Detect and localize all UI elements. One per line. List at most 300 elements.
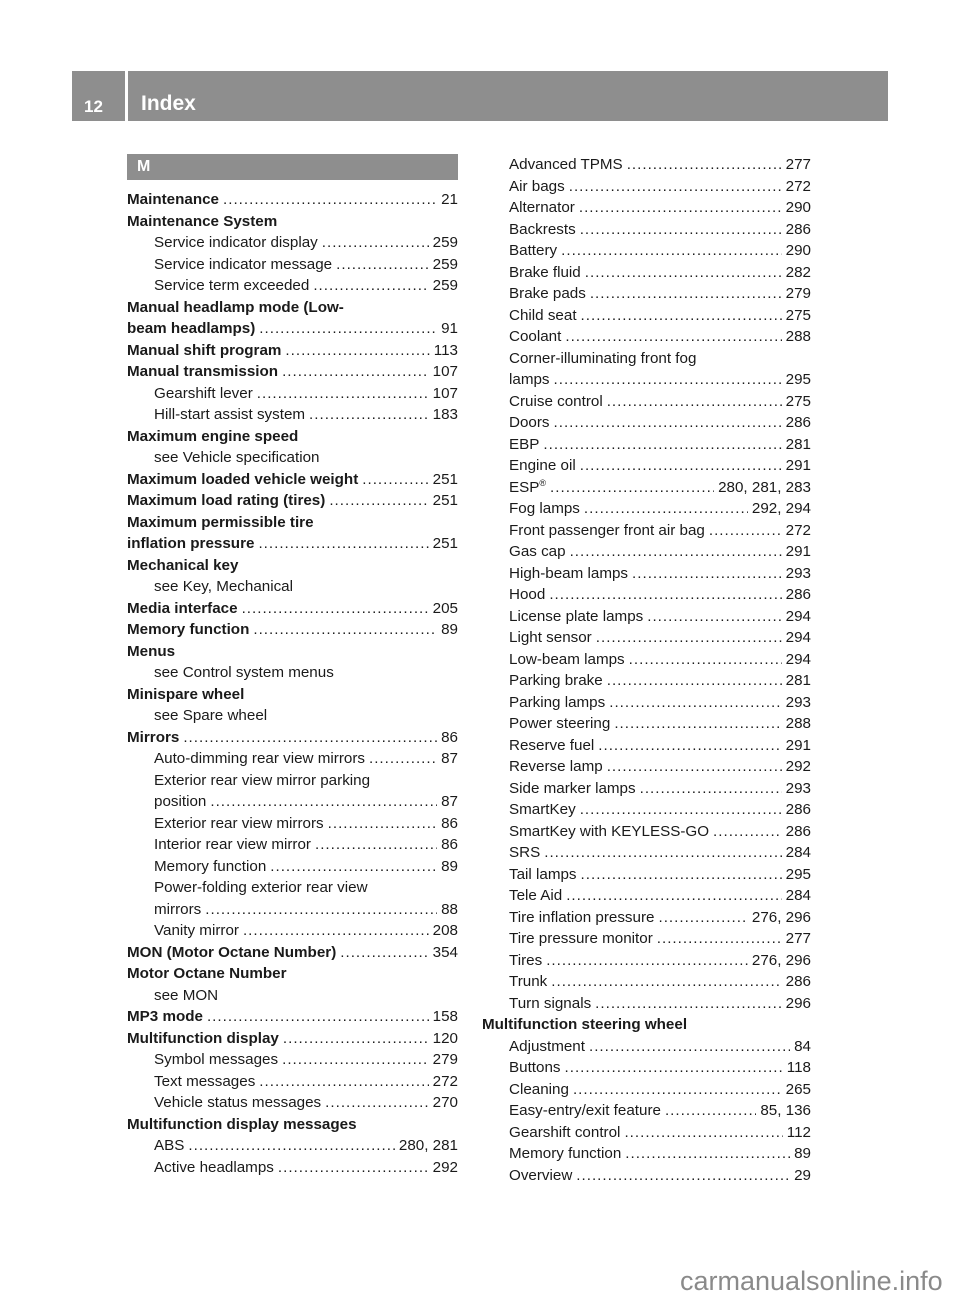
index-subentry xyxy=(482,1122,811,1144)
dot-leader xyxy=(325,1092,429,1114)
index-subentry xyxy=(482,606,811,628)
entry-label: Tire inflation pressure xyxy=(509,908,655,926)
page-reference: 286 xyxy=(785,414,811,431)
index-entry xyxy=(127,512,458,534)
dot-leader xyxy=(713,821,782,843)
index-column-right xyxy=(482,154,811,1186)
entry-label: Advanced TPMS xyxy=(509,156,623,173)
index-subentry xyxy=(482,391,811,413)
index-subentry xyxy=(482,1143,811,1165)
dot-leader xyxy=(550,477,714,499)
index-entry xyxy=(127,727,458,749)
entry-label: Service indicator message xyxy=(154,255,333,273)
entry-label: Fog lamps xyxy=(509,500,580,517)
page-reference: 270 xyxy=(432,1094,458,1111)
page-reference: 286 xyxy=(785,220,811,238)
entry-label: see Vehicle specification xyxy=(154,449,320,466)
page-reference: 89 xyxy=(441,621,458,638)
page-reference: 290 xyxy=(785,242,811,259)
entry-label: Media interface xyxy=(127,599,238,617)
entry-label: Vanity mirror xyxy=(154,922,239,939)
index-subentry xyxy=(127,770,458,792)
index-subentry xyxy=(127,748,458,770)
dot-leader xyxy=(283,1028,429,1050)
index-subentry xyxy=(482,1079,811,1101)
page-reference: 183 xyxy=(432,406,458,423)
entry-label: Tele Aid xyxy=(509,887,563,904)
page-reference: 208 xyxy=(432,922,458,939)
entry-label: Hood xyxy=(509,586,546,603)
page-reference: 276, 296 xyxy=(751,908,811,926)
page-reference: 29 xyxy=(794,1166,811,1184)
index-entry xyxy=(127,641,458,663)
dot-leader xyxy=(554,369,782,391)
dot-leader xyxy=(596,627,782,649)
dot-leader xyxy=(647,606,781,628)
entry-label: Active headlamps xyxy=(154,1158,274,1176)
index-subentry xyxy=(482,907,811,929)
entry-label: Front passenger front air bag xyxy=(509,521,705,539)
dot-leader xyxy=(309,404,429,426)
page-reference: 113 xyxy=(433,341,458,359)
entry-label: Tires xyxy=(509,951,543,969)
dot-leader xyxy=(551,971,781,993)
entry-label: Memory function xyxy=(509,1145,622,1162)
index-subentry xyxy=(127,877,458,899)
entry-label: Memory function xyxy=(154,857,267,875)
index-subentry xyxy=(482,176,811,198)
page-reference: 112 xyxy=(786,1123,811,1141)
page-reference: 292 xyxy=(785,758,811,775)
index-column-left xyxy=(127,154,458,1178)
dot-leader xyxy=(566,885,781,907)
index-subentry xyxy=(127,383,458,405)
index-entry xyxy=(127,619,458,641)
index-entry xyxy=(127,963,458,985)
page-reference: 85, 136 xyxy=(760,1102,811,1119)
entry-label: ESP® xyxy=(509,477,547,496)
entry-label: Multifunction display xyxy=(127,1029,279,1047)
entry-label: Trunk xyxy=(509,973,548,990)
page-reference: 279 xyxy=(432,1051,458,1068)
page-reference: 276, 296 xyxy=(751,951,811,969)
dot-leader xyxy=(657,928,782,950)
entry-label: Minispare wheel xyxy=(127,685,245,703)
dot-leader xyxy=(259,1071,428,1093)
page-reference: 286 xyxy=(785,801,811,818)
dot-leader xyxy=(595,993,781,1015)
index-subentry xyxy=(127,1157,458,1179)
index-subentry xyxy=(127,232,458,254)
index-subentry xyxy=(482,283,811,305)
page-reference: 354 xyxy=(432,943,458,961)
page-reference: 277 xyxy=(785,156,811,173)
dot-leader xyxy=(709,520,782,542)
page-reference: 89 xyxy=(794,1145,811,1162)
page-title: Index xyxy=(128,71,888,121)
index-subentry xyxy=(482,240,811,262)
entry-label: Symbol messages xyxy=(154,1051,279,1068)
index-entries-left xyxy=(127,189,458,1178)
entry-label: Maximum load rating (tires) xyxy=(127,492,326,509)
index-subentry xyxy=(482,627,811,649)
page-reference: 286 xyxy=(785,586,811,603)
index-entry xyxy=(127,469,458,491)
index-subentry xyxy=(127,662,458,684)
page-reference: 294 xyxy=(785,650,811,668)
dot-leader xyxy=(243,920,429,942)
page-reference: 91 xyxy=(441,320,458,337)
entry-label: Service term exceeded xyxy=(154,277,310,294)
entry-label: Engine oil xyxy=(509,457,576,474)
index-entry xyxy=(127,598,458,620)
index-subentry xyxy=(482,756,811,778)
entry-label: Buttons xyxy=(509,1059,561,1076)
watermark: carmanualsonline.info xyxy=(680,1266,943,1296)
page-reference: 288 xyxy=(785,328,811,345)
entry-label: Reverse lamp xyxy=(509,758,603,775)
entry-label: Manual transmission xyxy=(127,363,279,380)
entry-label: Maximum loaded vehicle weight xyxy=(127,470,359,488)
dot-leader xyxy=(242,598,429,620)
dot-leader xyxy=(579,197,782,219)
page-reference: 272 xyxy=(785,521,811,539)
entry-label: see Key, Mechanical xyxy=(154,578,294,595)
index-entry xyxy=(127,942,458,964)
dot-leader xyxy=(590,283,782,305)
page-reference: 296 xyxy=(785,994,811,1012)
dot-leader xyxy=(257,383,429,405)
page-reference: 86 xyxy=(441,836,458,853)
page-reference: 205 xyxy=(432,599,458,617)
entry-label: Turn signals xyxy=(509,994,592,1012)
entry-label: lamps xyxy=(509,371,550,388)
index-subentry xyxy=(482,649,811,671)
index-subentry xyxy=(482,971,811,993)
index-subentry xyxy=(482,348,811,370)
page-reference: 295 xyxy=(785,865,811,883)
entry-label: SmartKey with KEYLESS-GO xyxy=(509,822,710,840)
page-reference: 293 xyxy=(785,693,811,711)
entry-label: Corner-illuminating front fog xyxy=(509,349,697,367)
index-entry xyxy=(127,1006,458,1028)
page-reference: 291 xyxy=(785,457,811,474)
page-reference: 286 xyxy=(785,822,811,840)
index-subentry xyxy=(482,219,811,241)
dot-leader xyxy=(565,1057,783,1079)
entry-label: Side marker lamps xyxy=(509,779,636,797)
index-subentry xyxy=(482,584,811,606)
index-subentry xyxy=(482,670,811,692)
dot-leader xyxy=(369,748,437,770)
index-entry xyxy=(127,211,458,233)
index-subentry xyxy=(127,920,458,942)
dot-leader xyxy=(627,154,782,176)
entry-label: Reserve fuel xyxy=(509,736,595,754)
entry-label: Cleaning xyxy=(509,1080,569,1098)
page-reference: 84 xyxy=(794,1037,811,1055)
dot-leader xyxy=(584,498,748,520)
page-reference: 251 xyxy=(432,492,458,509)
entry-label: Overview xyxy=(509,1166,573,1184)
index-subentry xyxy=(127,1135,458,1157)
index-subentry xyxy=(127,254,458,276)
dot-leader xyxy=(543,434,781,456)
index-subentry xyxy=(482,950,811,972)
dot-leader xyxy=(589,1036,790,1058)
index-subentry xyxy=(482,993,811,1015)
index-subentry xyxy=(482,928,811,950)
index-subentry xyxy=(482,326,811,348)
dot-leader xyxy=(282,361,429,383)
page-reference: 275 xyxy=(785,306,811,324)
index-subentry xyxy=(482,477,811,499)
page-reference: 290 xyxy=(785,199,811,216)
page-reference: 251 xyxy=(432,535,458,552)
dot-leader xyxy=(340,942,428,964)
index-entry xyxy=(127,1114,458,1136)
dot-leader xyxy=(580,799,782,821)
page-reference: 291 xyxy=(785,543,811,560)
entry-label: Doors xyxy=(509,414,550,431)
page-reference: 291 xyxy=(785,736,811,754)
index-subentry xyxy=(127,404,458,426)
index-subentry xyxy=(482,713,811,735)
page-reference: 158 xyxy=(432,1008,458,1025)
entry-label: Air bags xyxy=(509,177,565,195)
registered-trademark-mark: ® xyxy=(539,477,547,488)
index-entry xyxy=(127,426,458,448)
dot-leader xyxy=(329,490,428,512)
dot-leader xyxy=(282,1049,429,1071)
index-subentry xyxy=(482,498,811,520)
dot-leader xyxy=(313,275,428,297)
dot-leader xyxy=(609,692,781,714)
entry-label: MON (Motor Octane Number) xyxy=(127,943,337,961)
dot-leader xyxy=(614,713,781,735)
index-subentry xyxy=(482,541,811,563)
index-subentry xyxy=(482,821,811,843)
index-subentry xyxy=(127,856,458,878)
entry-label: Cruise control xyxy=(509,392,603,410)
dot-leader xyxy=(207,1006,429,1028)
entry-label: Exterior rear view mirrors xyxy=(154,814,324,832)
entry-label: Service indicator display xyxy=(154,234,318,251)
entry-label: Parking brake xyxy=(509,672,603,689)
page-reference: 292 xyxy=(432,1158,458,1176)
entry-label: SRS xyxy=(509,844,541,861)
entry-label: Power-folding exterior rear view xyxy=(154,879,368,896)
page-reference: 293 xyxy=(785,564,811,582)
dot-leader xyxy=(607,391,782,413)
dot-leader xyxy=(188,1135,394,1157)
page-reference: 294 xyxy=(785,629,811,646)
entry-label: Multifunction display messages xyxy=(127,1115,357,1133)
entry-label: License plate lamps xyxy=(509,607,644,625)
entry-label: Memory function xyxy=(127,621,250,638)
dot-leader xyxy=(554,412,782,434)
dot-leader xyxy=(278,1157,429,1179)
index-subentry xyxy=(127,705,458,727)
dot-leader xyxy=(607,670,782,692)
index-subentry xyxy=(127,576,458,598)
entry-label: Tail lamps xyxy=(509,865,577,883)
dot-leader xyxy=(607,756,782,778)
page-reference: 89 xyxy=(441,857,458,875)
page-reference: 251 xyxy=(432,470,458,488)
page-reference: 272 xyxy=(432,1072,458,1090)
entry-label: Mirrors xyxy=(127,728,180,746)
dot-leader xyxy=(328,813,437,835)
entry-label: Gearshift lever xyxy=(154,384,253,402)
dot-leader xyxy=(549,584,781,606)
entry-label: EBP xyxy=(509,435,540,453)
index-subentry xyxy=(482,864,811,886)
dot-leader xyxy=(270,856,437,878)
entry-label: beam headlamps) xyxy=(127,320,256,337)
index-subentry xyxy=(482,455,811,477)
page-reference: 107 xyxy=(432,384,458,402)
page-reference: 87 xyxy=(441,750,458,767)
dot-leader xyxy=(570,541,782,563)
index-subentry xyxy=(482,842,811,864)
entry-label: Alternator xyxy=(509,199,575,216)
dot-leader xyxy=(210,791,437,813)
entry-label: Manual headlamp mode (Low- xyxy=(127,298,344,316)
dot-leader xyxy=(258,533,428,555)
page-reference: 284 xyxy=(785,844,811,861)
dot-leader xyxy=(629,649,782,671)
entry-label: MP3 mode xyxy=(127,1008,203,1025)
entry-label: see Control system menus xyxy=(154,664,334,681)
entry-label: Vehicle status messages xyxy=(154,1094,322,1111)
entry-label: SmartKey xyxy=(509,801,576,818)
index-subentry xyxy=(127,1049,458,1071)
dot-leader xyxy=(624,1122,782,1144)
entry-label: Gas cap xyxy=(509,543,566,560)
dot-leader xyxy=(581,305,782,327)
dot-leader xyxy=(569,176,782,198)
entry-label: Gearshift control xyxy=(509,1123,621,1141)
entry-label: Light sensor xyxy=(509,629,592,646)
page-reference: 259 xyxy=(432,255,458,273)
page-reference: 288 xyxy=(785,715,811,732)
page-reference: 86 xyxy=(441,814,458,832)
index-entry xyxy=(127,684,458,706)
index-subentry xyxy=(482,778,811,800)
dot-leader xyxy=(336,254,429,276)
dot-leader xyxy=(625,1143,790,1165)
index-entry xyxy=(127,533,458,555)
entry-label: see MON xyxy=(154,986,219,1004)
index-subentry xyxy=(482,563,811,585)
entry-label: Battery xyxy=(509,242,558,259)
index-subentry xyxy=(482,1036,811,1058)
page-reference: 275 xyxy=(785,392,811,410)
dot-leader xyxy=(640,778,782,800)
dot-leader xyxy=(183,727,437,749)
entry-label: Maintenance System xyxy=(127,212,278,230)
index-subentry xyxy=(482,262,811,284)
page-reference: 294 xyxy=(785,607,811,625)
entry-label: Maximum permissible tire xyxy=(127,513,314,531)
page-reference: 87 xyxy=(441,793,458,810)
dot-leader xyxy=(658,907,747,929)
dot-leader xyxy=(561,240,782,262)
index-subentry xyxy=(482,1165,811,1187)
page-reference: 284 xyxy=(785,887,811,904)
dot-leader xyxy=(362,469,428,491)
index-subentry xyxy=(127,813,458,835)
dot-leader xyxy=(285,340,429,362)
entry-label: Tire pressure monitor xyxy=(509,930,653,947)
entry-label: High-beam lamps xyxy=(509,564,629,582)
entry-label: Auto-dimming rear view mirrors xyxy=(154,750,365,767)
index-subentry xyxy=(482,885,811,907)
entry-label: Multifunction steering wheel xyxy=(482,1016,688,1033)
entry-label: see Spare wheel xyxy=(154,707,268,724)
entry-label: Power steering xyxy=(509,715,611,732)
dot-leader xyxy=(573,1079,782,1101)
index-subentry xyxy=(127,791,458,813)
index-subentry xyxy=(127,985,458,1007)
index-subentry xyxy=(482,369,811,391)
entry-label: position xyxy=(154,793,207,810)
index-entry xyxy=(127,1028,458,1050)
page-reference: 272 xyxy=(785,177,811,195)
page-reference: 118 xyxy=(786,1059,811,1076)
entry-label: Parking lamps xyxy=(509,693,606,711)
dot-leader xyxy=(223,189,437,211)
page-reference: 259 xyxy=(432,234,458,251)
page-reference: 282 xyxy=(785,263,811,281)
section-letter-header: M xyxy=(127,154,458,180)
index-subentry xyxy=(127,899,458,921)
dot-leader xyxy=(585,262,782,284)
index-subentry xyxy=(127,447,458,469)
page-reference: 292, 294 xyxy=(751,500,811,517)
page-reference: 107 xyxy=(432,363,458,380)
dot-leader xyxy=(598,735,781,757)
entry-label: mirrors xyxy=(154,900,202,918)
entry-label: Text messages xyxy=(154,1072,256,1090)
index-subentry xyxy=(482,799,811,821)
page-reference: 295 xyxy=(785,371,811,388)
dot-leader xyxy=(665,1100,756,1122)
entry-label: Coolant xyxy=(509,328,562,345)
entry-label: Backrests xyxy=(509,220,576,238)
index-entries-right xyxy=(482,154,811,1186)
dot-leader xyxy=(565,326,781,348)
dot-leader xyxy=(581,864,782,886)
index-subentry xyxy=(482,520,811,542)
page-reference: 293 xyxy=(785,779,811,797)
page-reference: 21 xyxy=(441,191,458,208)
dot-leader xyxy=(253,619,437,641)
index-subentry xyxy=(482,197,811,219)
page-reference: 281 xyxy=(785,435,811,453)
index-subentry xyxy=(482,1100,811,1122)
index-entry xyxy=(127,189,458,211)
entry-label: Easy-entry/exit feature xyxy=(509,1102,661,1119)
entry-label: Brake pads xyxy=(509,285,586,302)
index-subentry xyxy=(127,1071,458,1093)
entry-label: Maintenance xyxy=(127,191,219,208)
entry-label: Low-beam lamps xyxy=(509,650,625,668)
entry-label: Brake fluid xyxy=(509,263,581,281)
index-subentry xyxy=(482,305,811,327)
entry-label: Hill-start assist system xyxy=(154,406,306,423)
